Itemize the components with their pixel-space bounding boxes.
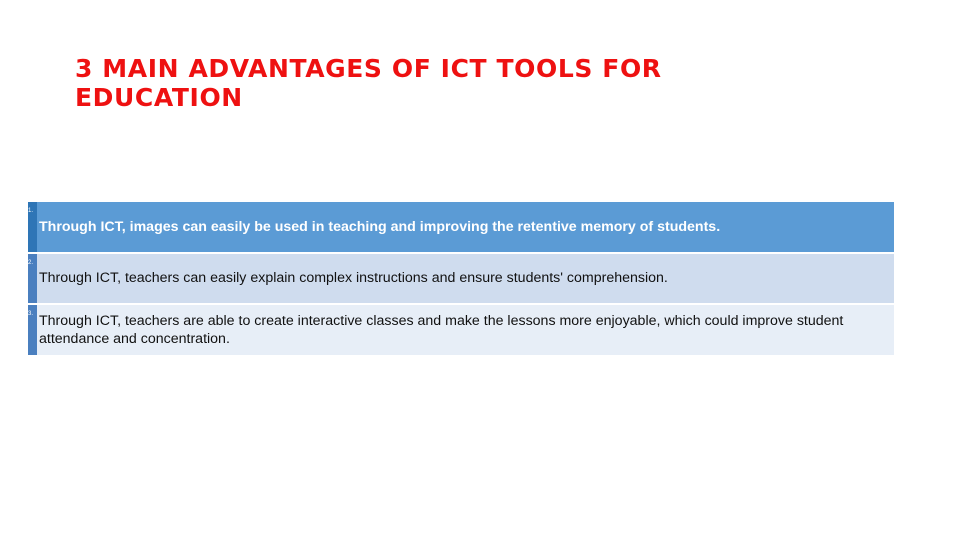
advantage-number-2: 2.	[28, 253, 37, 304]
advantage-number-1: 1.	[28, 202, 37, 253]
advantage-text-1: Through ICT, images can easily be used in teaching and improving the retentive memory of students.	[37, 202, 894, 253]
advantage-text-3: Through ICT, teachers are able to create interactive classes and make the lessons more enjoyable, which could improve student attendance and concentration.	[37, 304, 894, 356]
slide-title: 3 MAIN ADVANTAGES OF ICT TOOLS FOR EDUCATION	[75, 54, 662, 112]
advantages-table	[28, 202, 894, 357]
advantage-text-2: Through ICT, teachers can easily explain complex instructions and ensure students' comprehension.	[37, 253, 894, 304]
advantage-row-2	[28, 253, 894, 304]
advantage-row-1	[28, 202, 894, 253]
advantage-number-3: 3.	[28, 304, 37, 356]
advantage-row-3	[28, 304, 894, 356]
